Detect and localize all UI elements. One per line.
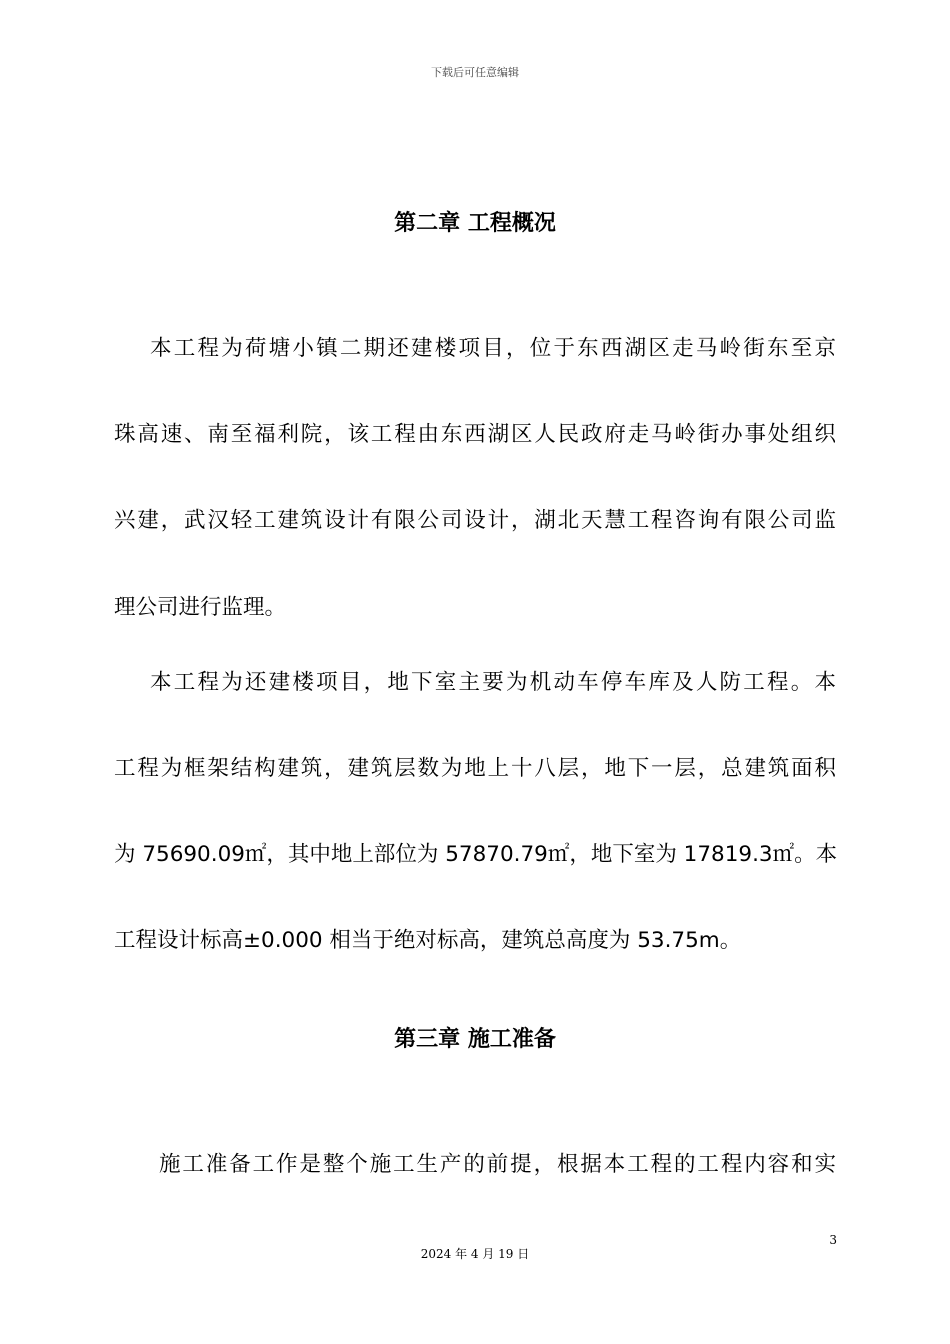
paragraph-2-line-4: 工程设计标高±0.000 相当于绝对标高，建筑总高度为 53.75m。	[114, 928, 742, 953]
paragraph-1-line-4: 理公司进行监理。	[114, 595, 287, 620]
paragraph-1-line-2: 珠高速、南至福利院，该工程由东西湖区人民政府走马岭街办事处组织	[114, 422, 836, 447]
paragraph-2-line-2: 工程为框架结构建筑，建筑层数为地上十八层，地下一层，总建筑面积	[114, 756, 836, 781]
paragraph-3-line-1: 施工准备工作是整个施工生产的前提，根据本工程的工程内容和实	[159, 1152, 836, 1177]
footer-date: 2024 年 4 月 19 日	[420, 1247, 530, 1261]
download-note: 下载后可任意编辑	[431, 66, 519, 79]
paragraph-2-line-3: 为 75690.09㎡，其中地上部位为 57870.79㎡，地下室为 17819.3㎡。本	[114, 842, 838, 867]
paragraph-1-line-3: 兴建，武汉轻工建筑设计有限公司设计，湖北天慧工程咨询有限公司监	[114, 508, 836, 533]
paragraph-1-line-1: 本工程为荷塘小镇二期还建楼项目，位于东西湖区走马岭街东至京	[150, 336, 836, 361]
chapter-2-heading: 第二章 工程概况	[394, 211, 556, 236]
page-number: 3	[829, 1233, 837, 1247]
chapter-3-heading: 第三章 施工准备	[394, 1027, 556, 1052]
paragraph-2-line-1: 本工程为还建楼项目，地下室主要为机动车停车库及人防工程。本	[150, 670, 836, 695]
